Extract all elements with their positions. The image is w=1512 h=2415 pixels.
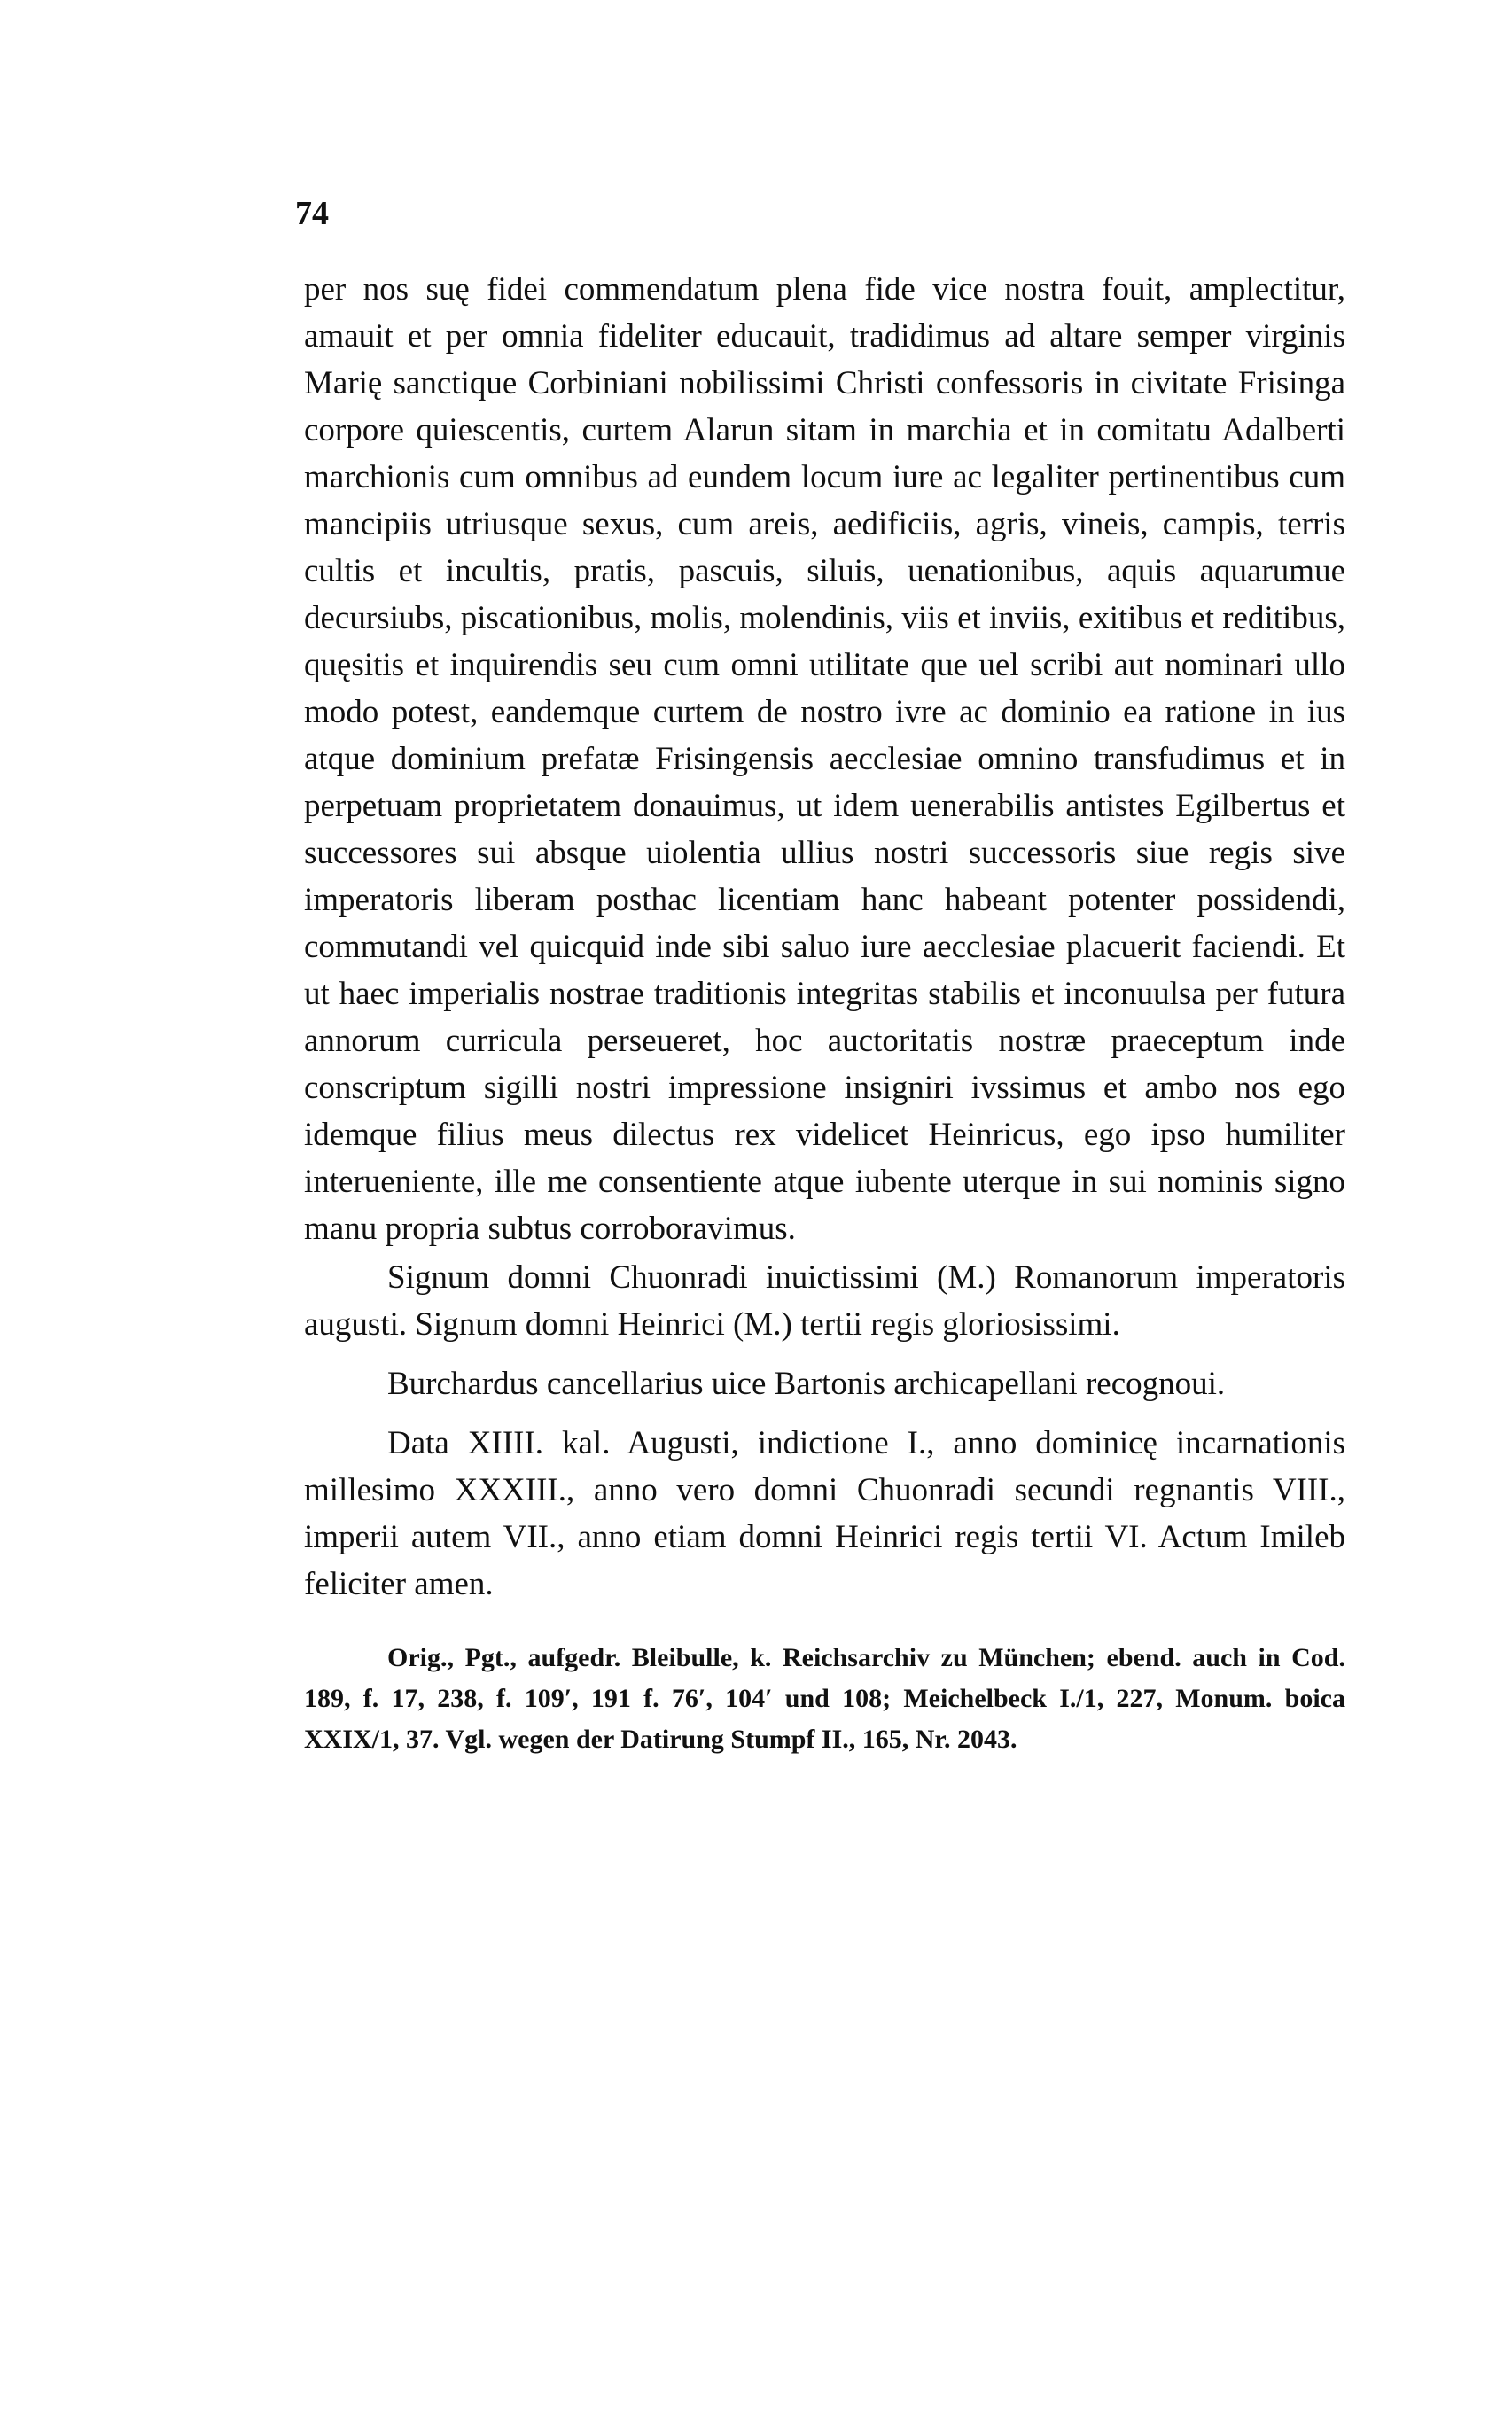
date-paragraph: Data XIIII. kal. Augusti, indictione I., anno dominicę incarnationis millesimo XXXIII., anno vero domni Chuonradi secundi regnantis VIII., imperii autem VII., anno etiam domni Heinrici regis tertii VI. Actum Imileb feliciter amen. bbox=[304, 1425, 1345, 1602]
document-text-block bbox=[304, 266, 1345, 1760]
signum-paragraph: Signum domni Chuonradi inuictissimi (M.) Romanorum imperatoris augusti. Signum domni Heinrici (M.) tertii regis gloriosissimi. bbox=[304, 1259, 1345, 1343]
source-note: Orig., Pgt., aufgedr. Bleibulle, k. Reichsarchiv zu München; ebend. auch in Cod. 189, f. 17, 238, f. 109′, 191 f. 76′, 104′ und 108; Meichelbeck I./1, 227, Monum. boica XXIX/1, 37. Vgl. wegen der Datirung Stumpf II., 165, Nr. 2043. bbox=[304, 1643, 1345, 1754]
recognition-paragraph: Burchardus cancellarius uice Bartonis archicapellani recognoui. bbox=[387, 1366, 1226, 1402]
main-charter-paragraph: per nos suę fidei commendatum plena fide vice nostra fouit, amplectitur, amauit et per omnia fideliter educauit, tradidimus ad altare semper virginis Marię sanctique Corbiniani nobilissimi Christi confessoris in civitate Frisinga corpore quiescentis, curtem Alarun sitam in marchia et in comitatu Adalberti marchionis cum omnibus ad eundem locum iure ac legaliter pertinentibus cum mancipiis utriusque sexus, cum areis, aedificiis, agris, vineis, campis, terris cultis et incultis, pratis, pascuis, siluis, uenationibus, aquis aquarumue decursiubs, piscationibus, molis, molendinis, viis et inviis, exitibus et reditibus, quęsitis et inquirendis seu cum omni utilitate que uel scribi aut nominari ullo modo potest, eandemque curtem de nostro ivre ac dominio ea ratione in ius atque dominium prefatæ Frisingensis aecclesiae omnino transfudimus et in perpetuam proprietatem donauimus, ut idem uenerabilis antistes Egilbertus et successores sui absque uiolentia ullius nostri successoris siue regis sive imperatoris liberam posthac licentiam hanc habeant potenter possidendi, commutandi vel quicquid inde sibi saluo iure aecclesiae placuerit faciendi. Et ut haec imperialis nostrae traditionis integritas stabilis et inconuulsa per futura annorum curricula perseueret, hoc auctoritatis nostræ praeceptum inde conscriptum sigilli nostri impressione insigniri ivssimus et ambo nos ego idemque filius meus dilectus rex videlicet Heinricus, ego ipso humiliter interueniente, ille me consentiente atque iubente uterque in sui nominis signo manu propria subtus corroboravimus. bbox=[304, 271, 1345, 1247]
page-number: 74 bbox=[295, 195, 329, 232]
